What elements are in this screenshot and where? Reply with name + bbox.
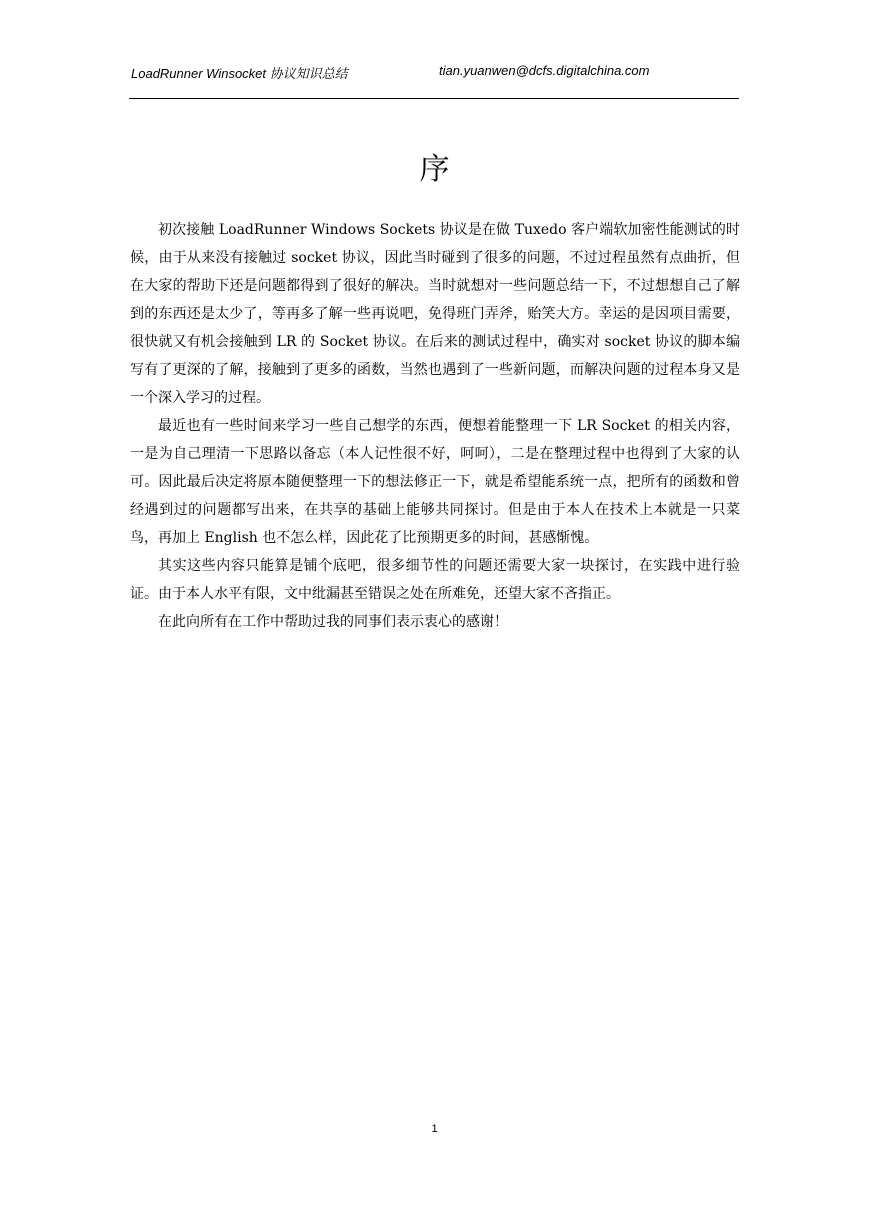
paragraph: 在此向所有在工作中帮助过我的同事们表示衷心的感谢！ <box>158 614 508 630</box>
header-divider <box>129 98 739 99</box>
paragraph: 其实这些内容只能算是铺个底吧，很多细节性的问题还需要大家一块探讨，在实践中进行验证。由于本人水平有限，文中纰漏甚至错误之处在所难免，还望大家不吝指正。 <box>130 558 740 602</box>
header-document-title: LoadRunner Winsocket 协议知识总结 <box>131 66 348 81</box>
header-author-email: tian.yuanwen@dcfs.digitalchina.com <box>439 63 650 78</box>
section-title: 序 <box>419 152 450 187</box>
paragraph: 最近也有一些时间来学习一些自己想学的东西，便想着能整理一下 LR Socket 的相关内容，一是为自己理清一下思路以备忘（本人记性很不好，呵呵），二是在整理过程中也得到了大家的认可。因此最后决定将原本随便整理一下的想法修正一下，就是希望能系统一点，把所有的函数和曾经遇到过的问题都写出来，在共享的基础上能够共同探讨。但是由于本人在技术上本就是一只菜鸟，再加上 English 也不怎么样，因此花了比预期更多的时间，甚感惭愧。 <box>130 418 740 546</box>
page-header <box>131 63 739 83</box>
paragraph: 初次接触 LoadRunner Windows Sockets 协议是在做 Tuxedo 客户端软加密性能测试的时候，由于从来没有接触过 socket 协议，因此当时碰到了很多的问题，不过过程虽然有点曲折，但在大家的帮助下还是问题都得到了很好的解决。当时就想对一些问题总结一下，不过想想自己了解到的东西还是太少了，等再多了解一些再说吧，免得班门弄斧，贻笑大方。幸运的是因项目需要，很快就又有机会接触到 LR 的 Socket 协议。在后来的测试过程中，确实对 socket 协议的脚本编写有了更深的了解，接触到了更多的函数，当然也遇到了一些新问题，而解决问题的过程本身又是一个深入学习的过程。 <box>130 222 740 406</box>
page-number: 1 <box>431 1123 438 1135</box>
body-text <box>130 216 740 636</box>
